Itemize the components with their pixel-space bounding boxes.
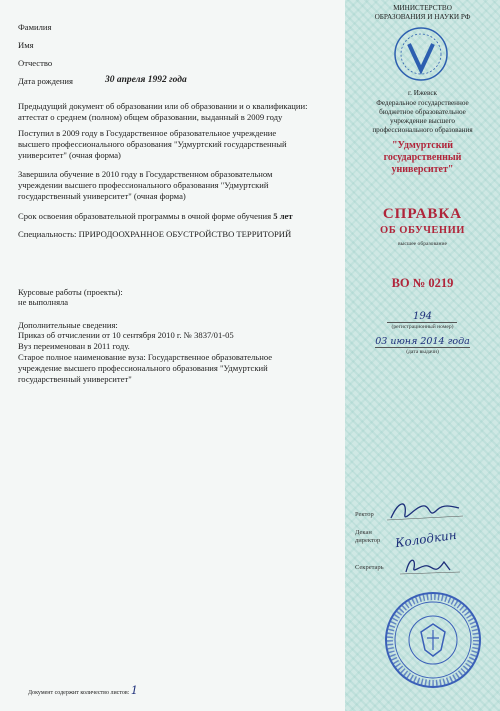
term-line [18,211,293,222]
extra-line2: Вуз переименован в 2011 году. [18,341,130,351]
reg-label: (регистрационный номер) [391,324,454,330]
enrolled-line2: высшего профессионального образования "Удмуртский государственный [18,139,287,149]
uni-line2: государственный [383,152,462,163]
rector-signature [385,496,465,526]
official-seal [383,590,483,690]
name-label: Имя [18,40,34,50]
series-number: ВО № 0219 [391,276,454,290]
prev-doc-line2: аттестат о среднем (полном) общем образовании, выданный в 2009 году [18,112,283,122]
doc-subtitle: ОБ ОБУЧЕНИИ [380,225,465,236]
issue-date: 03 июня 2014 года [375,336,470,347]
city: г. Ижевск [407,89,437,97]
patronymic-label: Отчество [18,58,53,68]
coursework-value: не выполнялa [18,297,69,307]
university-logo [393,26,449,82]
uni-line3: университет" [391,164,454,175]
finished-line2: учреждении высшего профессионального образования "Удмуртский [18,180,269,190]
ministry-line2: ОБРАЗОВАНИЯ И НАУКИ РФ [374,13,471,21]
reg-number: 194 [412,311,433,322]
enrolled-line3: университет" (очная форма) [18,150,121,160]
birth-value: 30 апреля 1992 года [105,75,187,85]
extra-line5: государственный университет" [18,374,132,384]
coursework-label: Курсовые работы (проекты): [18,287,123,297]
secretary-label: Секретарь [355,564,384,571]
enrolled-line1: Поступил в 2009 году в Государственное образовательное учреждение [18,128,277,138]
footer-value: 1 [130,684,138,697]
surname-label: Фамилия [18,22,52,32]
birth-label: Дата рождения [18,76,73,86]
dean-signature: Колодкин [394,527,458,551]
inst-line4: профессионального образования [372,126,473,134]
inst-line2: бюджетное образовательное [379,108,466,116]
dean-label2: директор [355,537,381,544]
secretary-signature [400,554,460,578]
footer-text: Документ содержит количество листов: [28,690,130,696]
ministry-line1: МИНИСТЕРСТВО [393,4,452,12]
uni-line1: "Удмуртский [392,140,453,151]
doc-note: высшее образование [398,241,447,247]
issue-label: (дата выдачи) [406,349,439,355]
inst-line3: учреждение высшего [390,117,455,125]
finished-line3: государственный университет" (очная форма) [18,191,186,201]
extra-label: Дополнительные сведения: [18,320,118,330]
right-panel [345,0,500,711]
footer-line [28,686,138,699]
extra-line3: Старое полное наименование вуза: Государственное образовательное [18,352,273,362]
prev-doc-line1: Предыдущий документ об образовании или об образовании и о квалификации: [18,101,308,111]
term-value: 5 лет [273,211,293,221]
inst-line1: Федеральное государственное [376,99,469,107]
dean-label1: Декан [355,529,372,536]
rector-label: Ректор [355,511,374,518]
extra-line4: учреждение высшего профессионального образования "Удмуртский [18,363,268,373]
term-text: Срок освоения образовательной программы в очной форме обучения [18,211,272,221]
specialty-label: Специальность: [18,229,77,239]
doc-title: СПРАВКА [382,206,463,222]
finished-line1: Завершила обучение в 2010 году в Государственном образовательном [18,169,273,179]
specialty-value: ПРИРОДООХРАННОЕ ОБУСТРОЙСТВО ТЕРРИТОРИЙ [78,229,292,239]
specialty-line [18,229,291,240]
extra-line1: Приказ об отчислении от 10 сентября 2010 г. № 3837/01-05 [18,330,234,340]
